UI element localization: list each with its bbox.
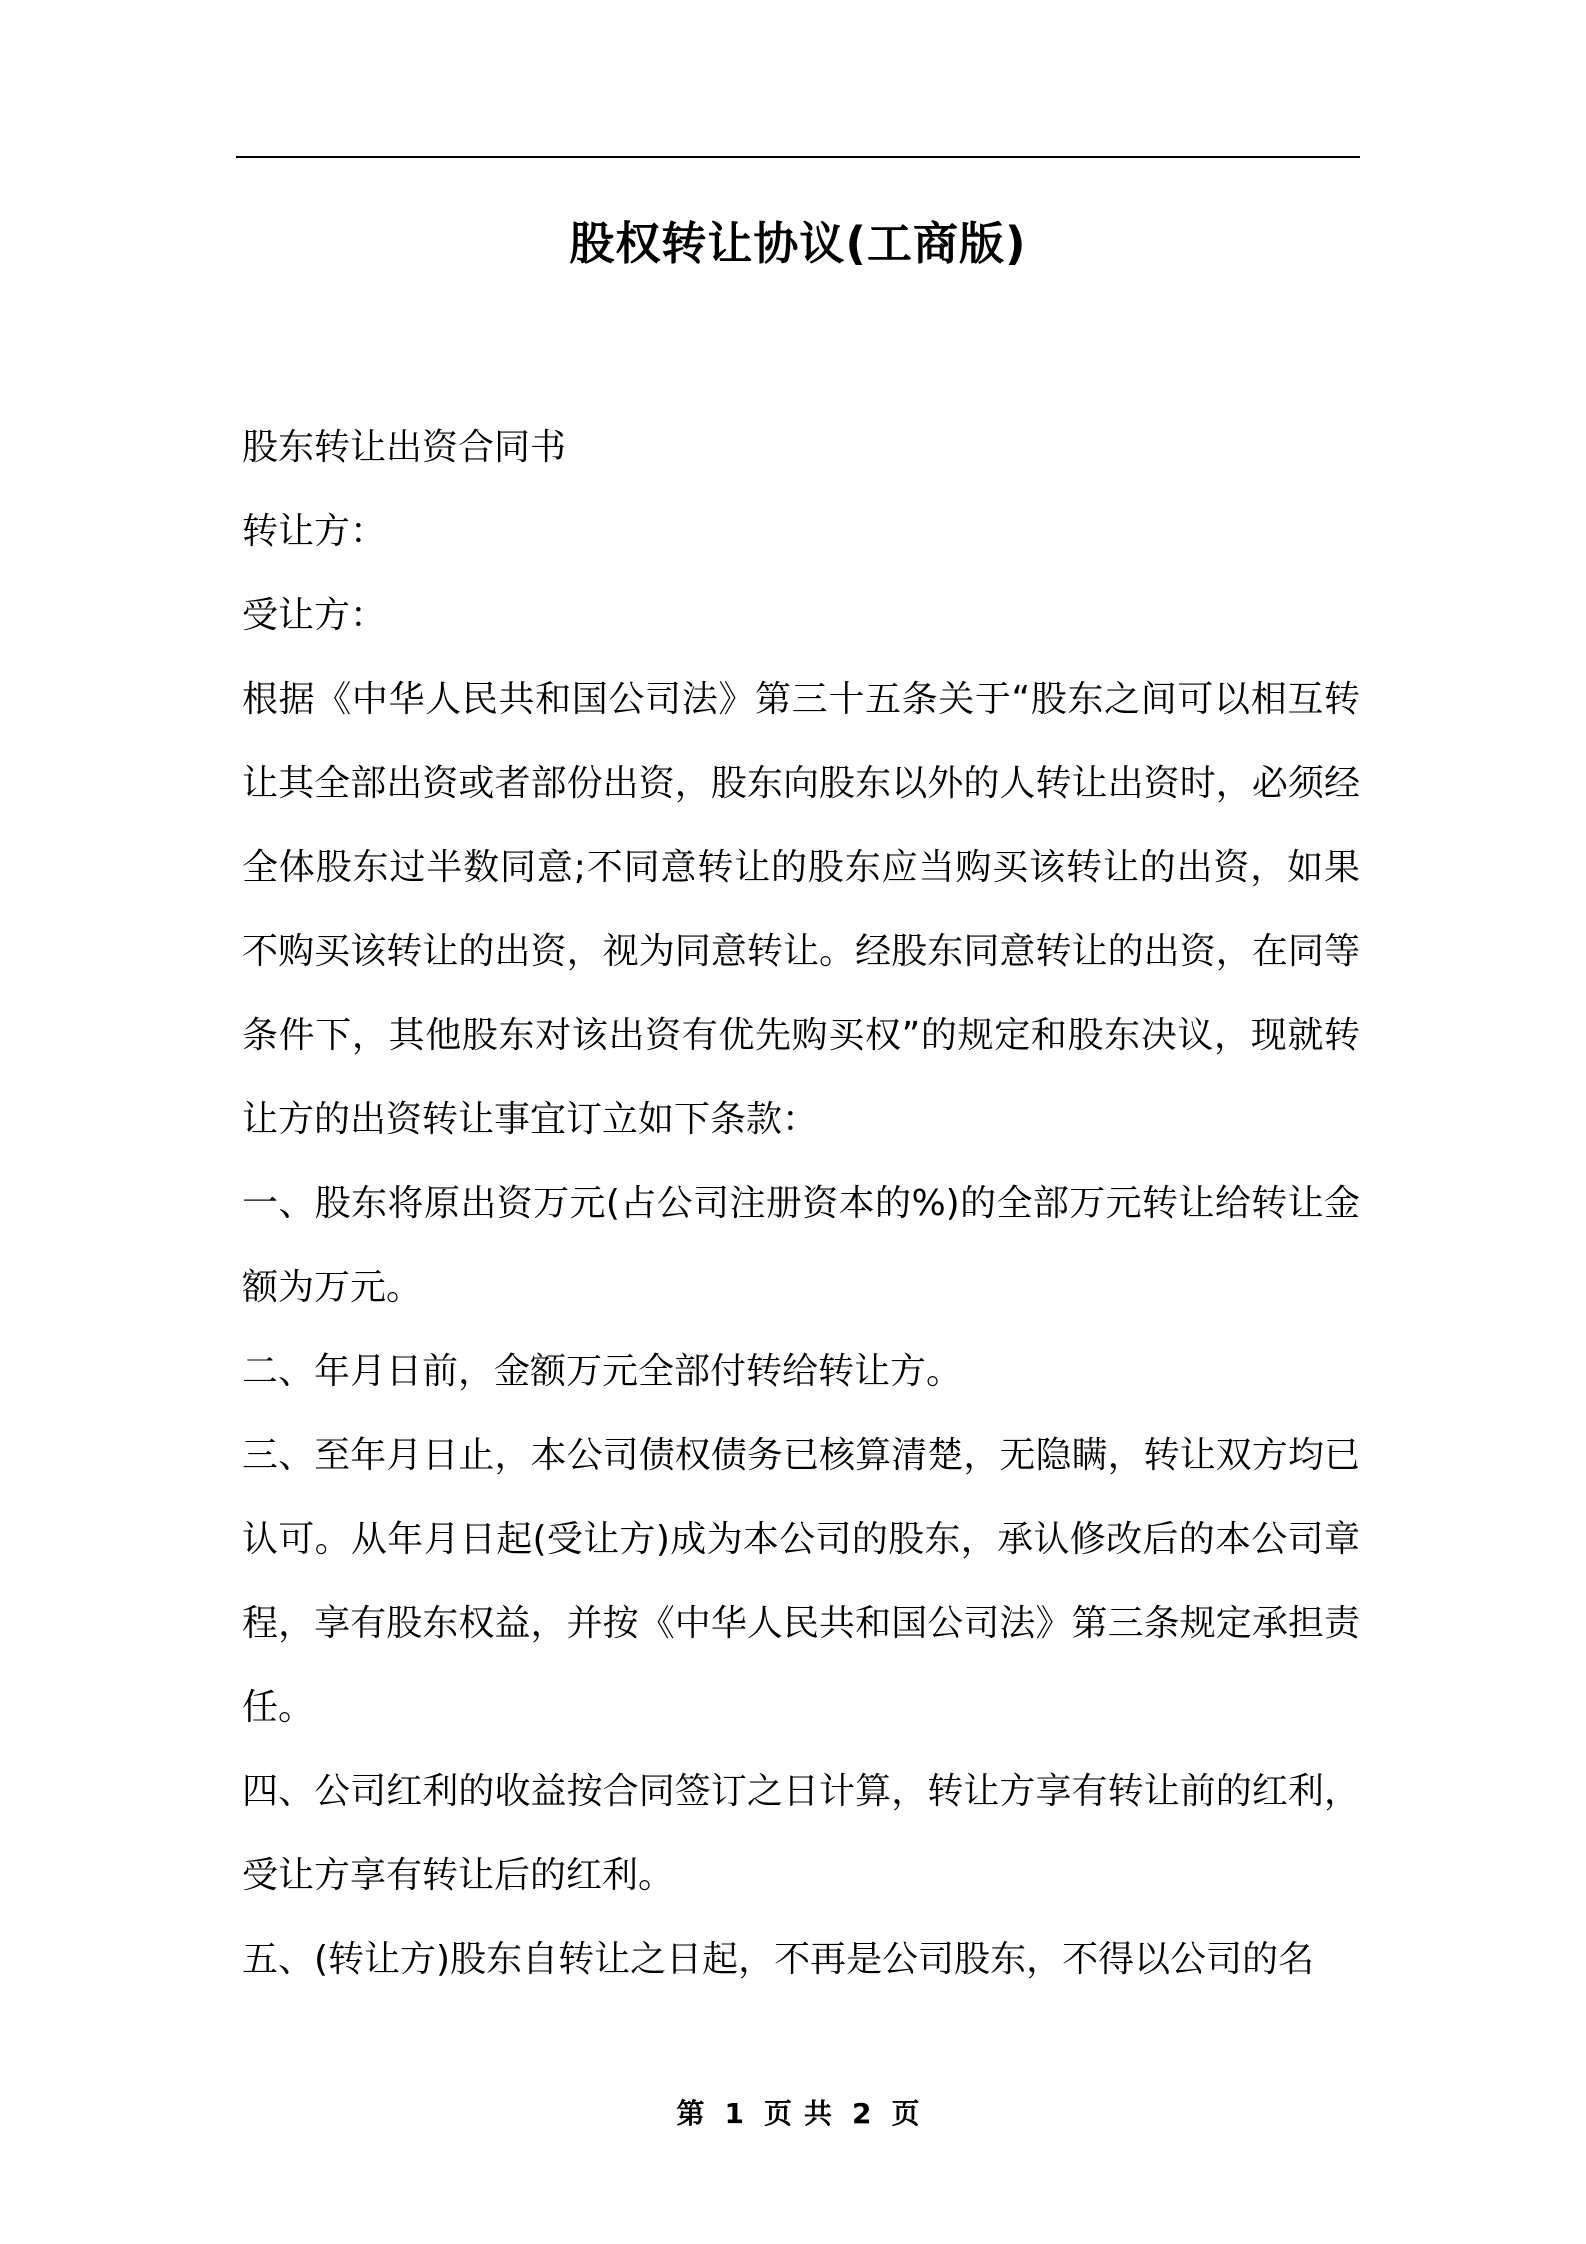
footer-ye-end: 页 — [891, 2097, 920, 2130]
clause-4: 四、公司红利的收益按合同签订之日计算，转让方享有转让前的红利，受让方享有转让后的红利。 — [242, 1771, 1360, 1896]
clause-2: 二、年月日前，金额万元全部付转给转让方。 — [242, 1351, 963, 1392]
footer-di: 第 — [676, 2097, 705, 2130]
page-footer — [236, 2094, 1360, 2134]
document-body — [242, 406, 1360, 2002]
footer-gong: 共 — [804, 2097, 833, 2130]
footer-ye: 页 — [763, 2097, 792, 2130]
transferee-line: 受让方： — [242, 595, 387, 636]
current-page-number: 1 — [724, 2097, 744, 2130]
header-rule — [236, 156, 1360, 158]
total-page-count: 2 — [852, 2097, 872, 2130]
transferor-line: 转让方： — [242, 511, 387, 552]
clause-3: 三、至年月日止，本公司债权债务已核算清楚，无隐瞒，转让双方均已认可。从年月日起(受让方)成为本公司的股东，承认修改后的本公司章程，享有股东权益，并按《中华人民共和国公司法》第三条规定承担责任。 — [242, 1435, 1360, 1728]
clause-1: 一、股东将原出资万元(占公司注册资本的%)的全部万元转让给转让金额为万元。 — [242, 1183, 1360, 1308]
clause-5: 五、(转让方)股东自转让之日起，不再是公司股东，不得以公司的名 — [242, 1939, 1315, 1980]
contract-heading: 股东转让出资合同书 — [242, 427, 567, 468]
document-title: 股权转让协议(工商版) — [569, 217, 1027, 270]
preamble-paragraph: 根据《中华人民共和国公司法》第三十五条关于“股东之间可以相互转让其全部出资或者部份出资，股东向股东以外的人转让出资时，必须经全体股东过半数同意;不同意转让的股东应当购买该转让的出资，如果不购买该转让的出资，视为同意转让。经股东同意转让的出资，在同等条件下，其他股东对该出资有优先购买权”的规定和股东决议，现就转让方的出资转让事宜订立如下条款： — [242, 679, 1360, 1140]
